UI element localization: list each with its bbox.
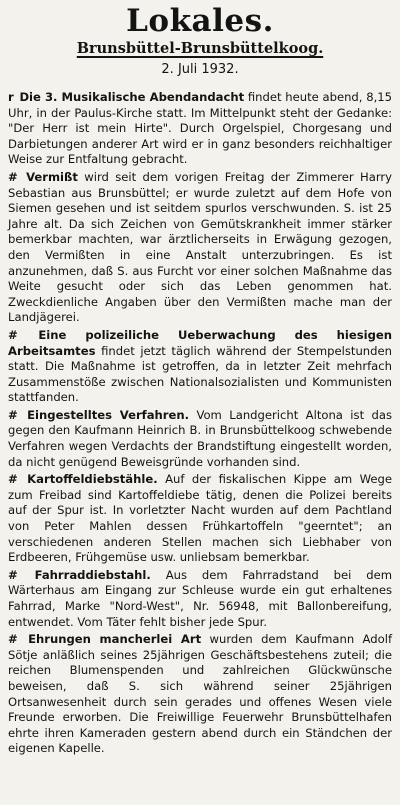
article-kartoffeldiebstaehle bbox=[8, 472, 392, 566]
article-body: findet jetzt täglich während der Stempelstunden statt. Die Maßnahme ist getroffen, da in letzter Zeit mehrfach Zusammenstöße zwischen Nationalsozialisten und Kommunisten stattfanden. bbox=[8, 343, 392, 405]
article-marker: # bbox=[8, 567, 18, 582]
article-body: wird seit dem vorigen Freitag der Zimmerer Harry Sebastian aus Brunsbüttel; er wurde zuletzt auf dem Hofe von Siemen gesehen und ist seitdem spurlos verschwunden. S. ist 25 Jahre alt. Da sich Zeichen von Gemütskrankheit immer stärker bemerkbar machten, war ärztlicherseits in Erwägung gezogen, den Vermißten in eine Anstalt unterzubringen. Es ist anzunehmen, daß S. aus Furcht vor einer solchen Maßnahme das Weite gesucht oder sich das Leben genommen hat. Zweckdienliche Angaben über den Vermißten mache man der Landjägerei. bbox=[8, 169, 393, 325]
dateline: 2. Juli 1932. bbox=[161, 62, 239, 77]
article-marker: # bbox=[8, 407, 18, 422]
article-lead: Fahrraddiebstahl. bbox=[34, 567, 151, 582]
article-marker: # bbox=[8, 472, 18, 487]
article-marker: # bbox=[8, 632, 18, 647]
article-body: Vom Landgericht Altona ist das gegen den Kaufmann Heinrich B. in Brunsbüttelkoog schwebende Verfahren wegen Verdachts der Brandstiftung eingestellt worden, da nicht genügend Beweisgründe vorhanden sind. bbox=[8, 407, 393, 469]
masthead bbox=[8, 4, 392, 78]
article-body: Aus dem Fahrradstand bei dem Wärterhaus am Eingang zur Schleuse wurde ein gut erhaltenes Fahrrad, Marke "Nord-West", Nr. 56948, mit Ballonbereifung, entwendet. Vom Täter fehlt bisher jede Spur. bbox=[8, 567, 393, 629]
article-body: wurden dem Kaufmann Adolf Sötje anläßlich seines 25jährigen Geschäftsbestehens zuteil; die reichen Blumenspenden und zahlreichen Glückwünsche beweisen, daß S. sich während seiner 25jährigen Ortsanwesenheit durch sein gerades und offenes Wesen viele Freunde erworben. Die Freiwillige Feuerwehr Brunsbüttelhafen ehrte ihren Kameraden gestern abend durch ein Ständchen der eigenen Kapelle. bbox=[8, 632, 393, 756]
article-ueberwachung bbox=[8, 328, 392, 406]
article-lead: Vermißt bbox=[26, 169, 78, 184]
article-body: Auf der fiskalischen Kippe am Wege zum Freibad sind Kartoffeldiebe tätig, denen die Polizei bereits auf der Spur ist. In vorletzter Nacht wurden auf dem Pachtland von Peter Mahlen dessen Frühkartoffeln "geerntet"; an verschiedenen anderen Stellen machen sich Liebhaber von Erdbeeren, Frühgemüse usw. unliebsam bemerkbar. bbox=[8, 472, 393, 565]
article-vermisst bbox=[8, 170, 392, 326]
section-title: Lokales. bbox=[126, 3, 274, 39]
section-subtitle: Brunsbüttel-Brunsbüttelkoog. bbox=[76, 40, 324, 57]
article-body: findet heute abend, 8,15 Uhr, in der Paulus-Kirche statt. Im Mittelpunkt steht der Gedanke: "Der Herr ist mein Hirte". Durch Orgelspiel, Chorgesang und Darbietungen anderer Art wird er in ganz besonders reichhaltiger Weise zur Entfaltung gebracht. bbox=[8, 90, 393, 167]
article-marker: # bbox=[8, 169, 18, 184]
article-ehrungen bbox=[8, 632, 392, 757]
article-abendandacht bbox=[8, 90, 392, 168]
article-verfahren bbox=[8, 408, 392, 470]
article-fahrraddiebstahl bbox=[8, 568, 392, 630]
article-lead: Die 3. Musikalische Abendandacht bbox=[19, 90, 245, 104]
article-lead: Eine polizeiliche Ueberwachung des hiesigen Arbeitsamtes bbox=[8, 327, 393, 358]
article-lead: Ehrungen mancherlei Art bbox=[28, 632, 202, 647]
article-marker: # bbox=[8, 327, 18, 342]
article-lead: Kartoffeldiebstähle. bbox=[27, 472, 158, 487]
article-marker: r bbox=[8, 90, 14, 104]
article-lead: Eingestelltes Verfahren. bbox=[27, 407, 190, 422]
